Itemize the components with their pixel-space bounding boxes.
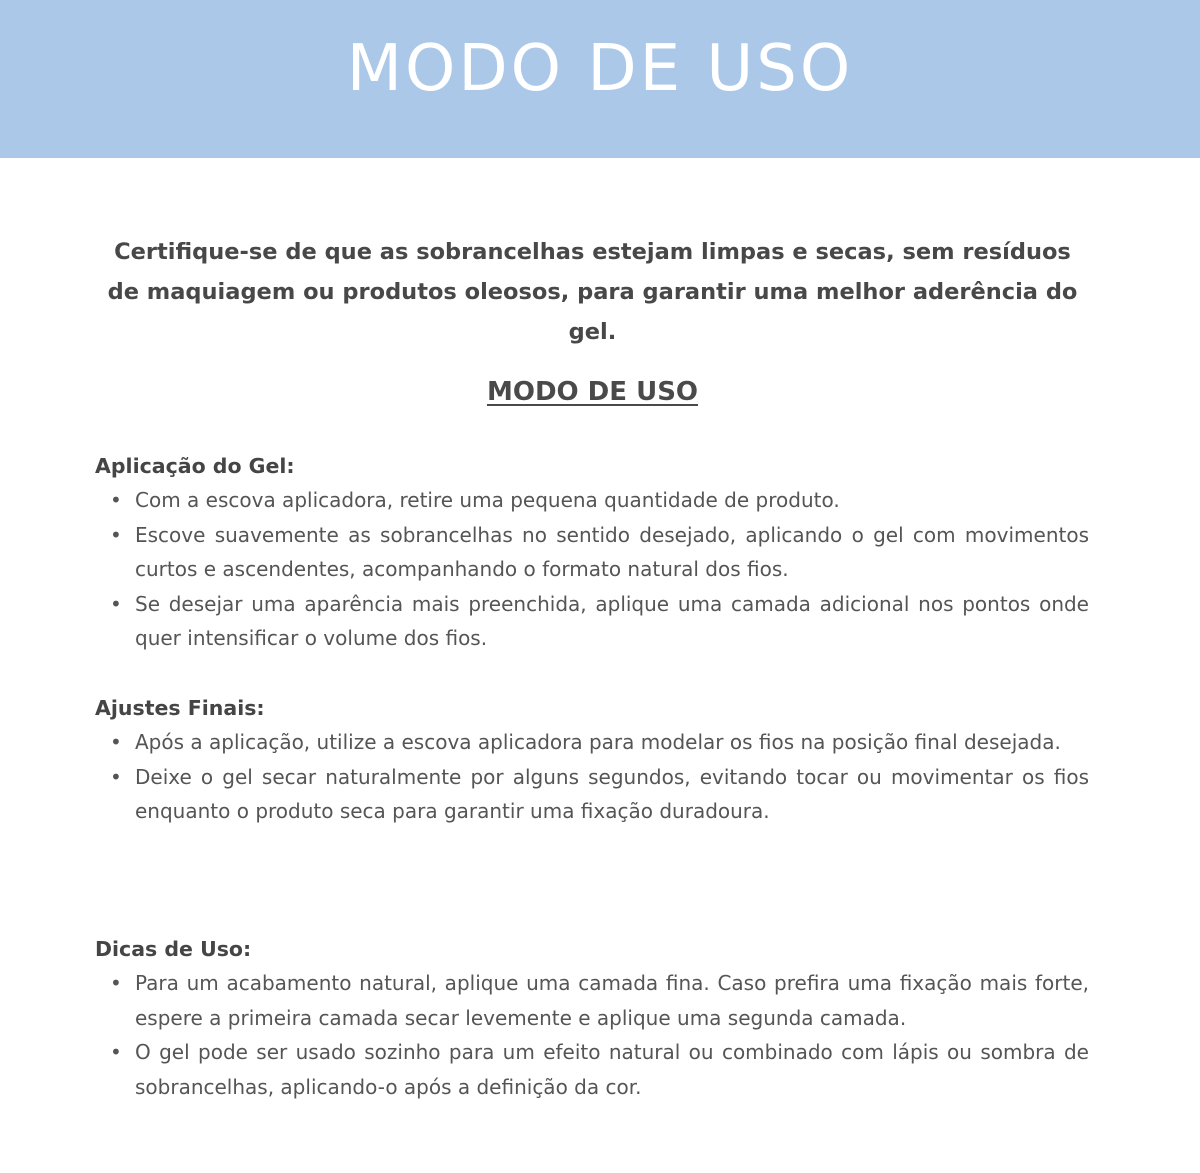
list-item-text: Deixe o gel secar naturalmente por alguns segundos, evitando tocar ou movimentar os fios enquanto o produto seca para garantir uma fixação duradoura. bbox=[135, 764, 1089, 823]
bullet-icon: • bbox=[110, 764, 122, 789]
list-item-text: Para um acabamento natural, aplique uma camada fina. Caso prefira uma fixação mais forte, espere a primeira camada secar levemente e aplique uma segunda camada. bbox=[135, 971, 1089, 1030]
section-title bbox=[0, 377, 1185, 407]
list-item bbox=[95, 587, 1089, 656]
bullet-icon: • bbox=[110, 488, 122, 512]
bullet-list bbox=[95, 483, 1089, 656]
list-item-text: Após a aplicação, utilize a escova aplicadora para modelar os fios na posição final desejada. bbox=[135, 730, 1061, 754]
block-heading: Dicas de Uso: bbox=[95, 937, 252, 961]
list-item bbox=[95, 1035, 1089, 1104]
bullet-icon: • bbox=[110, 591, 122, 616]
list-item bbox=[95, 518, 1089, 587]
list-item bbox=[95, 483, 1089, 518]
list-item bbox=[95, 966, 1089, 1035]
list-item-text: Se desejar uma aparência mais preenchida, aplique uma camada adicional nos pontos onde quer intensificar o volume dos fios. bbox=[135, 591, 1089, 650]
block-heading: Aplicação do Gel: bbox=[95, 454, 295, 478]
bullet-icon: • bbox=[110, 522, 122, 547]
list-item-text: Com a escova aplicadora, retire uma pequena quantidade de produto. bbox=[135, 488, 840, 512]
bullet-list bbox=[95, 725, 1089, 829]
bullet-list bbox=[95, 966, 1089, 1104]
intro-paragraph: Certifique-se de que as sobrancelhas estejam limpas e secas, sem resíduos de maquiagem ou produtos oleosos, para garantir uma melhor aderência do gel. bbox=[107, 239, 1078, 345]
list-item bbox=[95, 725, 1089, 760]
bullet-icon: • bbox=[110, 1040, 122, 1064]
block-usage-tips bbox=[95, 932, 1089, 1104]
block-heading: Ajustes Finais: bbox=[95, 696, 265, 720]
section-title-text: MODO DE USO bbox=[486, 377, 699, 407]
header-banner bbox=[0, 0, 1200, 158]
list-item-text: Escove suavemente as sobrancelhas no sentido desejado, aplicando o gel com movimentos curtos e ascendentes, acompanhando o formato natural dos fios. bbox=[135, 522, 1089, 581]
list-item bbox=[95, 760, 1089, 829]
bullet-icon: • bbox=[110, 971, 122, 995]
list-item-text: O gel pode ser usado sozinho para um efeito natural ou combinado com lápis ou sombra de sobrancelhas, aplicando-o após a definição da cor. bbox=[135, 1040, 1089, 1099]
page-title: MODO DE USO bbox=[346, 32, 854, 106]
block-final-adjustments bbox=[95, 691, 1089, 829]
bullet-icon: • bbox=[110, 730, 122, 754]
block-application bbox=[95, 449, 1089, 656]
